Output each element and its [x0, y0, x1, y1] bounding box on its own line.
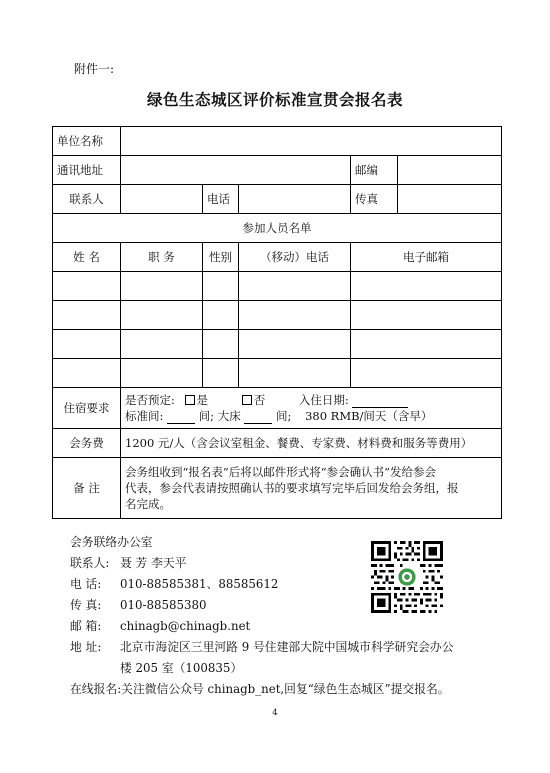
- participant-gender-cell[interactable]: [203, 272, 239, 301]
- standard-room-count-blank[interactable]: [167, 411, 195, 424]
- participant-phone-cell[interactable]: [239, 330, 351, 359]
- unit-input[interactable]: [121, 127, 502, 156]
- participant-email-cell[interactable]: [351, 301, 502, 330]
- participant-phone-cell[interactable]: [239, 272, 351, 301]
- lodging-line-2: [125, 408, 497, 424]
- page-title: 绿色生态城区评价标准宣贯会报名表: [146, 91, 403, 109]
- contact-address-continuation: 楼 205 室（100835）: [120, 661, 243, 675]
- lodging-line-1: [125, 392, 497, 408]
- phone-input[interactable]: [239, 185, 351, 214]
- online-registration-label: 在线报名:: [70, 682, 122, 696]
- participants-title-row: [53, 214, 502, 243]
- reserve-prompt: 是否预定:: [125, 393, 175, 407]
- participant-email-cell[interactable]: [351, 359, 502, 388]
- unit-label: 单位名称: [53, 127, 121, 156]
- participant-title-cell[interactable]: [121, 330, 203, 359]
- participant-row: [53, 301, 502, 330]
- checkin-date-blank[interactable]: [352, 395, 408, 408]
- room-unit-2: 间;: [276, 409, 292, 423]
- participant-title-cell[interactable]: [121, 272, 203, 301]
- participant-name-cell[interactable]: [53, 301, 121, 330]
- phone-label: 电话: [203, 185, 239, 214]
- fee-row: [53, 429, 502, 458]
- participant-name-cell[interactable]: [53, 330, 121, 359]
- remarks-line: 名完成。: [125, 497, 171, 511]
- no-label: 否: [253, 393, 266, 407]
- contact-email-line: [70, 616, 454, 637]
- wechat-qr-code-icon: [371, 541, 443, 613]
- contact-person-input[interactable]: [121, 185, 203, 214]
- remarks-line: 会务组收到“报名表”后将以邮件形式将“参会确认书”发给参会: [125, 465, 437, 479]
- room-unit: 间;: [198, 409, 215, 423]
- contact-fax-label: 传 真:: [70, 598, 102, 612]
- postcode-label: 邮编: [351, 156, 398, 185]
- big-bed-label: 大床: [217, 409, 241, 423]
- contact-fax-value: 010-88585380: [120, 598, 207, 612]
- col-phone-header: （移动）电话: [239, 243, 351, 272]
- participant-row: [53, 359, 502, 388]
- unit-row: [53, 127, 502, 156]
- participant-row: [53, 330, 502, 359]
- remarks-label: 备 注: [53, 458, 121, 519]
- fax-label: 传真: [351, 185, 398, 214]
- participants-title: 参加人员名单: [53, 214, 502, 243]
- online-registration-line: [70, 679, 454, 700]
- contact-tel-label: 电 话:: [70, 577, 102, 591]
- participant-email-cell[interactable]: [351, 272, 502, 301]
- col-email-header: 电子邮箱: [351, 243, 502, 272]
- room-price: 380 RMB/间天（含早）: [305, 409, 433, 423]
- address-input[interactable]: [121, 156, 351, 185]
- big-bed-count-blank[interactable]: [244, 411, 272, 424]
- participant-title-cell[interactable]: [121, 359, 203, 388]
- remarks-line: 代表，参会代表请按照确认书的要求填写完毕后回发给会务组，报: [125, 481, 459, 495]
- col-gender-header: 性别: [203, 243, 239, 272]
- participant-phone-cell[interactable]: [239, 301, 351, 330]
- contact-person-label: 联系人: [53, 185, 121, 214]
- remarks-text: [121, 458, 502, 519]
- remarks-row: [53, 458, 502, 519]
- col-title-header: 职 务: [121, 243, 203, 272]
- participant-gender-cell[interactable]: [203, 359, 239, 388]
- yes-label: 是: [196, 393, 209, 407]
- participant-gender-cell[interactable]: [203, 301, 239, 330]
- participant-email-cell[interactable]: [351, 330, 502, 359]
- fax-input[interactable]: [398, 185, 502, 214]
- participant-row: [53, 272, 502, 301]
- fee-text: 1200 元/人（含会议室租金、餐费、专家费、材料费和服务等费用）: [121, 429, 502, 458]
- yes-checkbox[interactable]: [185, 395, 195, 405]
- participant-phone-cell[interactable]: [239, 359, 351, 388]
- participant-title-cell[interactable]: [121, 301, 203, 330]
- postcode-input[interactable]: [398, 156, 502, 185]
- contact-address-value: 北京市海淀区三里河路 9 号住建部大院中国城市科学研究会办公: [120, 640, 454, 654]
- participant-name-cell[interactable]: [53, 359, 121, 388]
- registration-form: [52, 126, 502, 519]
- contact-row: [53, 185, 502, 214]
- checkin-label: 入住日期:: [298, 393, 349, 407]
- annex-label: 附件一:: [74, 62, 115, 76]
- contact-address-label: 地 址:: [70, 640, 102, 654]
- lodging-row: [53, 388, 502, 429]
- contact-person-value: 聂 芳 李天平: [120, 556, 187, 570]
- lodging-details: [121, 388, 502, 429]
- contact-email-value[interactable]: chinagb@chinagb.net: [120, 619, 251, 633]
- participants-header-row: [53, 243, 502, 272]
- contact-office-title: 会务联络办公室: [70, 535, 153, 549]
- col-name-header: 姓 名: [53, 243, 121, 272]
- page-number: 4: [272, 708, 278, 718]
- participant-name-cell[interactable]: [53, 272, 121, 301]
- address-row: [53, 156, 502, 185]
- standard-room-label: 标准间:: [125, 409, 164, 423]
- fee-label: 会务费: [53, 429, 121, 458]
- contact-address-line: [70, 637, 454, 658]
- address-label: 通讯地址: [53, 156, 121, 185]
- no-checkbox[interactable]: [242, 395, 252, 405]
- contact-person-label: 联系人:: [70, 556, 110, 570]
- lodging-label: 住宿要求: [53, 388, 121, 429]
- online-registration-value: 关注微信公众号 chinagb_net,回复“绿色生态城区”提交报名。: [121, 682, 450, 696]
- contact-email-label: 邮 箱:: [70, 619, 102, 633]
- contact-tel-value: 010-88585381、88585612: [120, 577, 279, 591]
- participant-gender-cell[interactable]: [203, 330, 239, 359]
